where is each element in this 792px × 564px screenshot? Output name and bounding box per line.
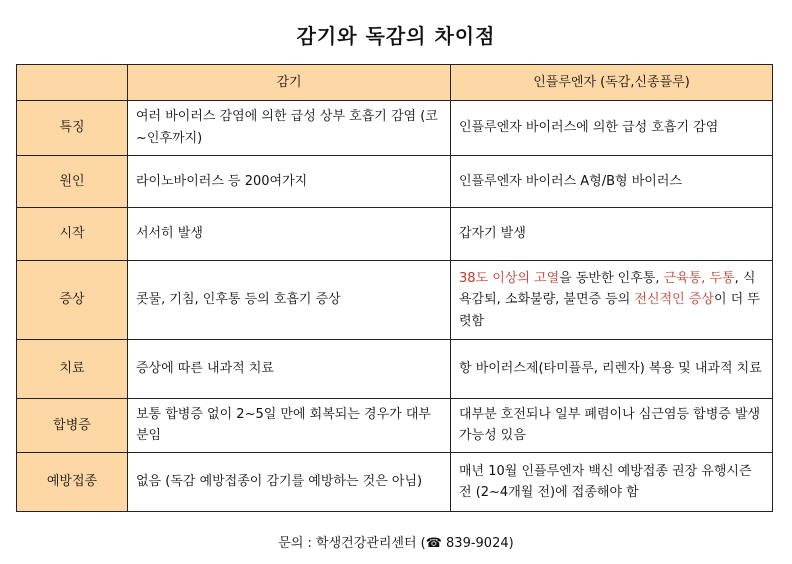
table-row xyxy=(17,155,773,208)
table-row xyxy=(17,260,773,339)
flu-cell: 인플루엔자 바이러스 A형/B형 바이러스 xyxy=(451,155,773,208)
table-row xyxy=(17,398,773,453)
flu-cell: 대부분 호전되나 일부 폐렴이나 심근염등 합병증 발생 가능성 있음 xyxy=(451,398,773,453)
contact-footer: 문의 : 학생건강관리센터 (☎ 839-9024) xyxy=(278,536,514,551)
row-label: 치료 xyxy=(17,339,128,398)
row-label: 예방접종 xyxy=(17,453,128,512)
row-label: 특징 xyxy=(17,101,128,156)
cold-cell: 보통 합병증 없이 2~5일 만에 회복되는 경우가 대부분임 xyxy=(128,398,451,453)
cold-cell: 없음 (독감 예방접종이 감기를 예방하는 것은 아님) xyxy=(128,453,451,512)
flu-cell: 매년 10월 인플루엔자 백신 예방접종 권장 유행시즌 전 (2~4개월 전)에 접종해야 함 xyxy=(451,453,773,512)
table-row xyxy=(17,208,773,261)
row-label: 합병증 xyxy=(17,398,128,453)
header-cold: 감기 xyxy=(128,65,451,101)
header-row xyxy=(17,65,773,101)
table-row xyxy=(17,339,773,398)
flu-cell: 인플루엔자 바이러스에 의한 급성 호흡기 감염 xyxy=(451,101,773,156)
cold-cell: 라이노바이러스 등 200여가지 xyxy=(128,155,451,208)
flu-symptom-part: 근육통, 두통 xyxy=(663,270,735,286)
row-label: 증상 xyxy=(17,260,128,339)
flu-symptom-part: 전신적인 증상 xyxy=(634,292,714,308)
table-row xyxy=(17,101,773,156)
comparison-table xyxy=(16,64,773,512)
flu-symptom-part: , 식욕감퇴, 소화불량, 불면증 등의 xyxy=(459,270,756,308)
header-flu: 인플루엔자 (독감,신종플루) xyxy=(451,65,773,101)
header-corner xyxy=(17,65,128,101)
table-row xyxy=(17,453,773,512)
flu-cell xyxy=(451,260,773,339)
row-label: 시작 xyxy=(17,208,128,261)
flu-cell: 항 바이러스제(타미플루, 리렌자) 복용 및 내과적 치료 xyxy=(451,339,773,398)
flu-cell: 갑자기 발생 xyxy=(451,208,773,261)
cold-cell: 여러 바이러스 감염에 의한 급성 상부 호흡기 감염 (코~인후까지) xyxy=(128,101,451,156)
flu-symptom-part: 이 더 뚜렷함 xyxy=(459,292,760,329)
cold-cell: 콧물, 기침, 인후통 등의 호흡기 증상 xyxy=(128,260,451,339)
flu-symptom-part: 을 동반한 인후통, xyxy=(559,270,664,286)
cold-cell: 증상에 따른 내과적 치료 xyxy=(128,339,451,398)
row-label: 원인 xyxy=(17,155,128,208)
flu-symptom-part: 38도 이상의 고열 xyxy=(459,270,560,286)
page-title: 감기와 독감의 차이점 xyxy=(296,24,496,48)
cold-cell: 서서히 발생 xyxy=(128,208,451,261)
